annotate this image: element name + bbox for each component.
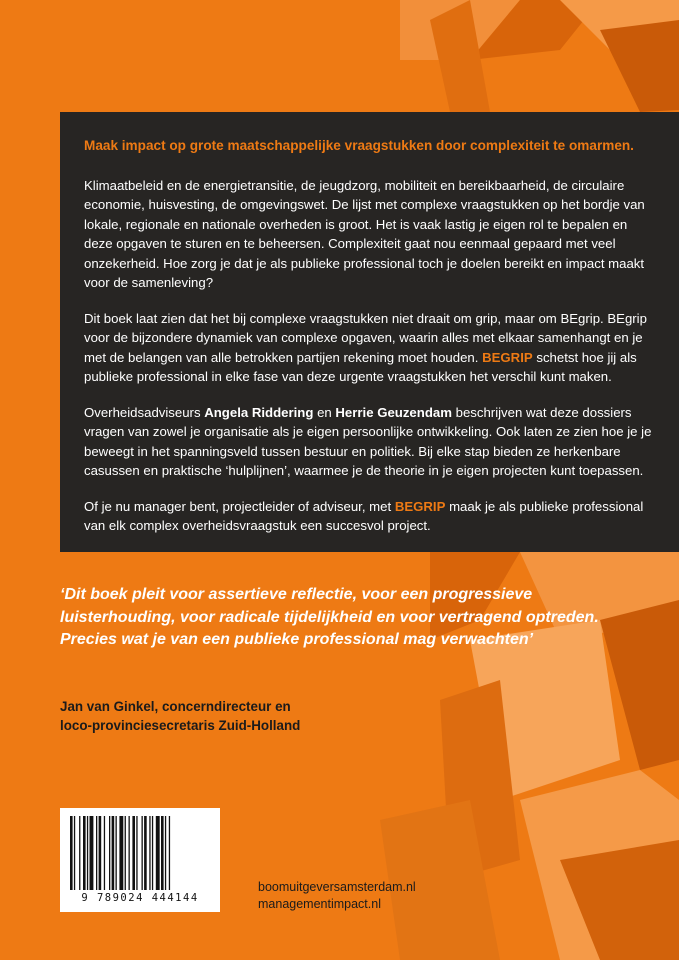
p2-rest: schetst hoe jij als publieke professional in elke fase van deze urgente vraagstukken het verschil kunt maken. (84, 349, 637, 384)
barcode-bar (70, 816, 73, 890)
endorsement-quote: ‘Dit boek pleit voor assertieve reflectie, voor een progressieve luisterhouding, voor radicale tijdelijkheid en voor vertragend optreden. Precies wat je van een publieke professional mag verwachten’ (60, 586, 599, 648)
barcode-bar (109, 816, 110, 890)
publisher-urls (258, 879, 416, 912)
p4-book-title: BEGRIP (394, 498, 446, 514)
url-imprint: managementimpact.nl (258, 896, 381, 911)
barcode-bar (79, 816, 80, 890)
barcode-bar (119, 816, 123, 890)
author-1: Angela Riddering (204, 404, 314, 420)
barcode-bar (96, 816, 97, 890)
p3-rest: beschrijven wat deze dossiers vragen van zowel je organisatie als je eigen persoonlijke ontwikkeling. Ook laten ze zien hoe je je beweegt in het spanningsveld tussen bestuur en politiek. Bij elke stap bieden ze herkenbare casussen en praktische ‘hulplijnen’, waarmee je de theorie in je eigen projecten kunt toepassen. (84, 404, 652, 478)
barcode-bar (104, 816, 105, 890)
barcode-bar (87, 816, 88, 890)
barcode-bar (161, 816, 164, 890)
barcode-bar (136, 816, 137, 890)
barcode-bar (132, 816, 135, 890)
p3-and: en (317, 404, 332, 420)
p4-intro: Of je nu manager bent, projectleider of adviseur, met (84, 498, 392, 514)
barcode-bar (169, 816, 170, 890)
barcode-bar (144, 816, 147, 890)
p3-intro: Overheidsadviseurs (84, 404, 201, 420)
p4-rest: maak je als publieke professional van elk complex overheidsvraagstuk een succesvol project. (84, 498, 644, 533)
isbn-number: 9 789024 444144 (81, 892, 199, 904)
p2-text: Dit boek laat zien dat het bij complexe vraagstukken niet draait om grip, maar om BEgrip. BEgrip voor de bijzondere dynamiek van complexe opgaven, waarin alles met elkaar samenhangt en je met de belangen van alle betrokken partijen rekening moet houden. (84, 310, 647, 365)
url-publisher: boomuitgeversamsterdam.nl (258, 880, 416, 894)
blurb-panel (60, 112, 679, 552)
barcode-bar (90, 816, 94, 890)
barcode-bar (156, 816, 160, 890)
barcode-bar (116, 816, 117, 890)
barcode-bar (125, 816, 126, 890)
p2-book-title: BEGRIP (482, 349, 533, 365)
blurb-paragraph-1: Klimaatbeleid en de energietransitie, de jeugdzorg, mobiliteit en bereikbaarheid, de circulaire economie, huisvesting, de omgevingswet. De lijst met complexe vraagstukken op het bordje van lokale, regionale en nationale overheden is groot. Het is vaak lastig je eigen rol te bepalen en deze opgaven te sturen en te beheersen. Complexiteit gaat nou eenmaal gepaard met veel onzekerheid. Hoe zorg je dat je als publieke professional toch je doelen bereikt en impact maakt voor de samenleving? (84, 177, 645, 290)
barcode-bar (112, 816, 115, 890)
blurb-paragraph-3 (84, 403, 655, 481)
barcode (60, 808, 220, 912)
blurb-paragraph-2 (84, 309, 655, 387)
barcode-bar (99, 816, 102, 890)
barcode-bar (142, 816, 143, 890)
attribution-line-1: Jan van Ginkel, concerndirecteur en (60, 699, 291, 714)
author-2: Herrie Geuzendam (335, 404, 452, 420)
barcode-bars (68, 816, 212, 892)
blurb-lead: Maak impact op grote maatschappelijke vraagstukken door complexiteit te omarmen. (84, 138, 634, 153)
barcode-bar (74, 816, 75, 890)
barcode-bar (152, 816, 153, 890)
blurb-paragraph-4 (84, 497, 655, 536)
barcode-bar (165, 816, 166, 890)
barcode-bar (83, 816, 86, 890)
quote-attribution (60, 697, 620, 735)
barcode-bar (149, 816, 150, 890)
attribution-line-2: loco-provinciesecretaris Zuid-Holland (60, 718, 301, 733)
barcode-bar (129, 816, 130, 890)
